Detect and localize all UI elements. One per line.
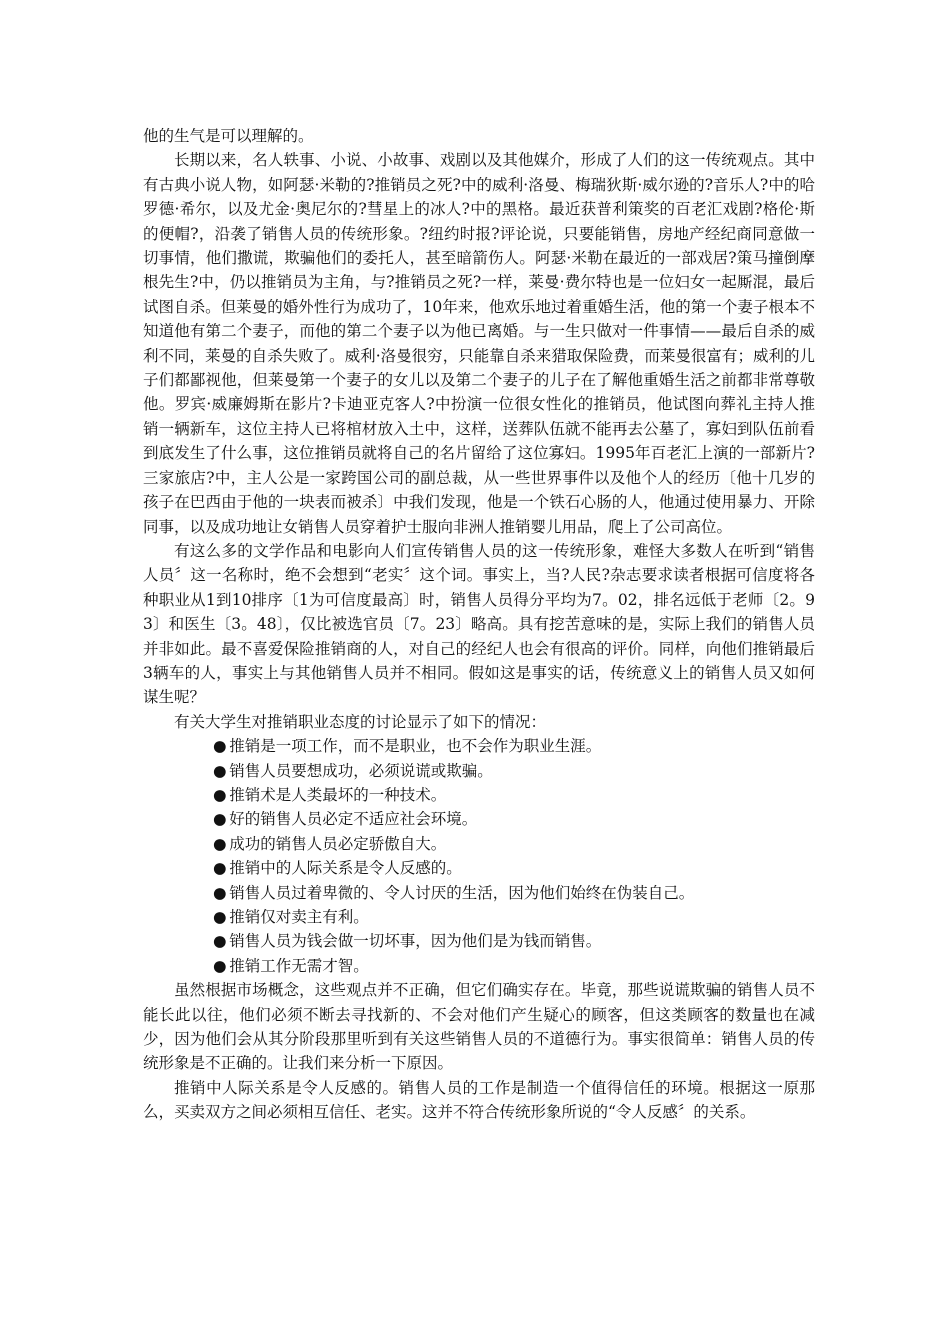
- list-item-text: 销售人员要想成功，必须说谎或欺骗。: [229, 761, 493, 780]
- list-item-text: 推销中的人际关系是令人反感的。: [229, 859, 462, 878]
- list-item: [209, 954, 815, 978]
- list-item: [209, 881, 815, 905]
- list-item: [209, 759, 815, 783]
- list-item: [209, 783, 815, 807]
- list-item: [209, 929, 815, 953]
- document-page: [143, 124, 815, 1125]
- list-item: [209, 734, 815, 758]
- paragraph-views-incorrect: 虽然根据市场概念，这些观点并不正确，但它们确实存在。毕竟，那些说谎欺骗的销售人员不能长此以往，他们必须不断去寻找新的、不会对他们产生疑心的顾客，但这类顾客的数量也在减少，因为他们会从其分阶段那里听到有关这些销售人员的不道德行为。事实很简单：销售人员的传统形象是不正确的。让我们来分析一下原因。: [143, 981, 815, 1073]
- list-item-text: 推销工作无需才智。: [229, 956, 369, 975]
- list-item-text: 推销是一项工作，而不是职业，也不会作为职业生涯。: [229, 737, 602, 756]
- paragraph-credibility-survey: 有这么多的文学作品和电影向人们宣传销售人员的这一传统形象，难怪大多数人在听到“销售人员〞这一名称时，绝不会想到“老实〞这个词。事实上，当?人民?杂志要求读者根据可信度将各种职业从1到10排序〔1为可信度最高〕时，销售人员得分平均为7。02，排名远低于老师〔2。93〕和医生〔3。48〕，仅比被选官员〔7。23〕略高。具有挖苦意味的是，实际上我们的销售人员并非如此。最不喜爱保险推销商的人，对自己的经纪人也会有很高的评价。同样，向他们推销最后3辆车的人，事实上与其他销售人员并不相同。假如这是事实的话，传统意义上的销售人员又如何谋生呢？: [143, 541, 815, 707]
- paragraph-trust-relationship: 推销中人际关系是令人反感的。销售人员的工作是制造一个值得信任的环境。根据这一原那么，买卖双方之间必须相互信任、老实。这并不符合传统形象所说的“令人反感〞的关系。: [143, 1078, 815, 1122]
- bullet-icon: ●: [213, 956, 227, 975]
- bullet-icon: ●: [213, 908, 227, 926]
- attitude-bullet-list: [143, 734, 815, 978]
- list-item-text: 推销仅对卖主有利。: [229, 908, 369, 926]
- list-item-text: 推销术是人类最坏的一种技术。: [229, 785, 447, 804]
- bullet-icon: ●: [213, 737, 227, 756]
- list-item-text: 好的销售人员必定不适应社会环境。: [229, 810, 478, 829]
- list-item-text: 销售人员过着卑微的、令人讨厌的生活，因为他们始终在伪装自己。: [229, 883, 695, 902]
- paragraph-student-attitudes-intro: 有关大学生对推销职业态度的讨论显示了如下的情况：: [174, 712, 547, 731]
- bullet-icon: ●: [213, 859, 227, 878]
- list-item: [209, 832, 815, 856]
- bullet-icon: ●: [213, 761, 227, 780]
- list-item-text: 成功的销售人员必定骄傲自大。: [229, 834, 447, 853]
- list-item: [209, 807, 815, 831]
- paragraph-traditional-image: 长期以来，名人轶事、小说、小故事、戏剧以及其他媒介，形成了人们的这一传统观点。其中有古典小说人物，如阿瑟·米勒的?推销员之死?中的威利·洛曼、梅瑞狄斯·威尔逊的?音乐人?中的哈罗德·希尔，以及尤金·奥尼尔的?彗星上的冰人?中的黑格。最近获普利策奖的百老汇戏剧?格伦·斯的便帽?，沿袭了销售人员的传统形象。?纽约时报?评论说，只要能销售，房地产经纪商同意做一切事情，他们撒谎，欺骗他们的委托人，甚至暗箭伤人。阿瑟·米勒在最近的一部戏居?策马撞倒摩根先生?中，仍以推销员为主角，与?推销员之死?一样，莱曼·费尔特也是一位妇女一起厮混，最后试图自杀。但莱曼的婚外性行为成功了，10年来，他欢乐地过着重婚生活，他的第一个妻子根本不知道他有第二个妻子，而他的第二个妻子以为他已离婚。与一生只做对一件事情——最后自杀的威利不同，莱曼的自杀失败了。威利·洛曼很穷，只能靠自杀来猎取保险费，而莱曼很富有；威利的儿子们都鄙视他，但莱曼第一个妻子的女儿以及第二个妻子的儿子在了解他重婚生活之前都非常尊敬他。罗宾·威廉姆斯在影片?卡迪亚克客人?中扮演一位很女性化的推销员，他试图向葬礼主持人推销一辆新车，这位主持人已将棺材放入土中，这样，送葬队伍就不能再去公墓了，寡妇到队伍前看到底发生了什么事，这位推销员就将自己的名片留给了这位寡妇。1995年百老汇上演的一部新片?三家旅店?中，主人公是一家跨国公司的副总裁，从一些世界事件以及他个人的经历〔他十几岁的孩子在巴西由于他的一块表而被杀〕中我们发现，他是一个铁石心肠的人，他通过使用暴力、开除同事，以及成功地让女销售人员穿着护士服向非洲人推销婴儿用品，爬上了公司高位。: [143, 151, 815, 536]
- list-item: [209, 856, 815, 880]
- list-item: [209, 905, 815, 929]
- bullet-icon: ●: [213, 834, 227, 853]
- list-item-text: 销售人员为钱会做一切坏事，因为他们是为钱而销售。: [229, 932, 602, 951]
- bullet-icon: ●: [213, 810, 227, 829]
- bullet-icon: ●: [213, 883, 227, 902]
- bullet-icon: ●: [213, 932, 227, 951]
- bullet-icon: ●: [213, 785, 227, 804]
- paragraph-continuation: 他的生气是可以理解的。: [143, 127, 314, 145]
